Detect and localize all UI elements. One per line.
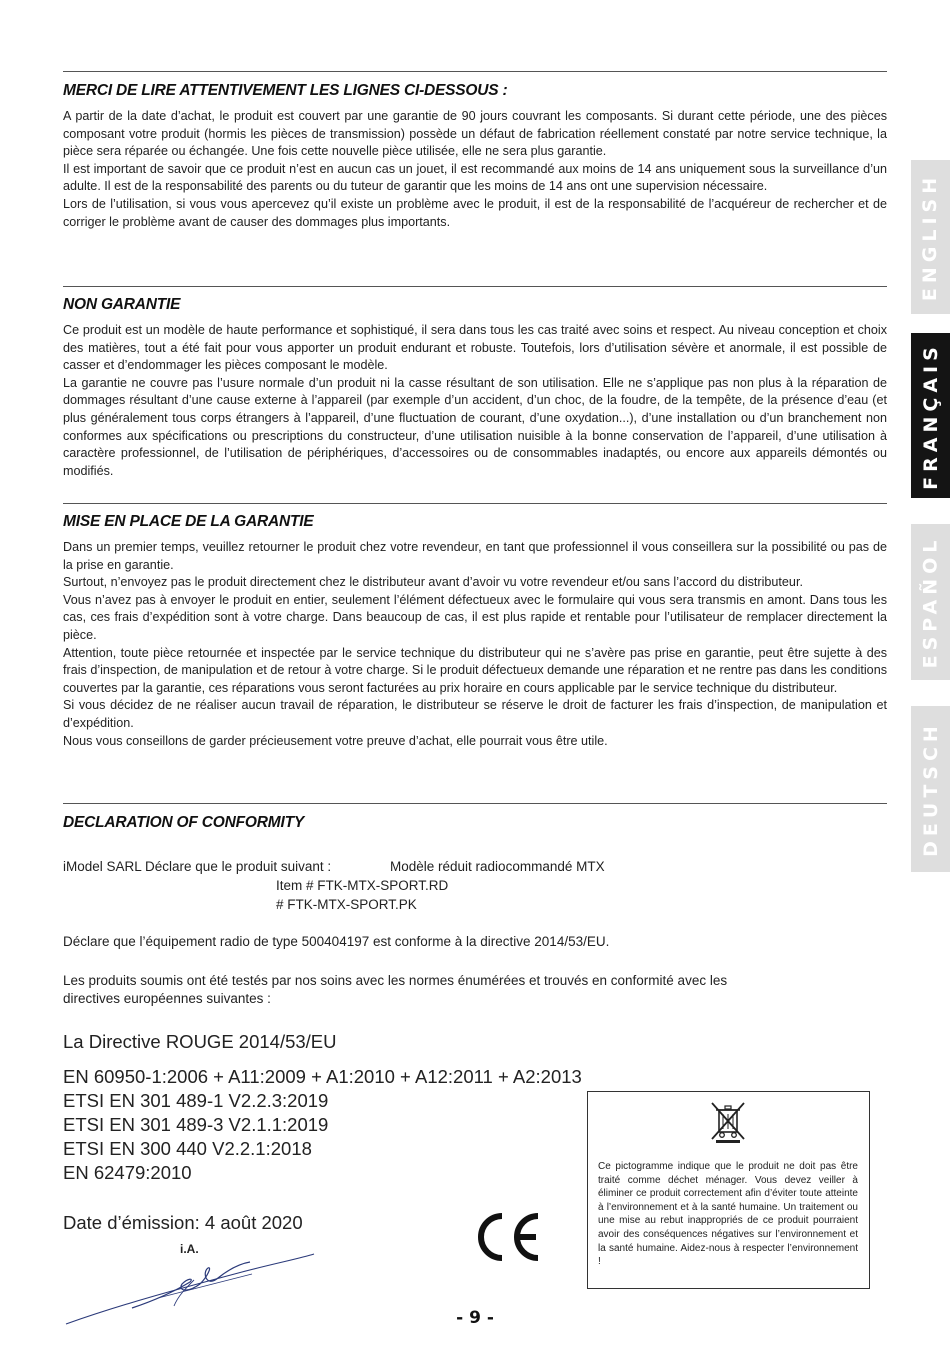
tested-statement-line2: directives européennes suivantes :: [63, 991, 271, 1006]
tab-english-label: ENGLISH: [919, 172, 942, 302]
section-body-warranty: [63, 108, 887, 231]
product-name: Modèle réduit radiocommandé MTX: [390, 859, 605, 874]
item-number-1: Item # FTK-MTX-SPORT.RD: [276, 878, 449, 893]
tab-francais-label: FRANÇAIS: [919, 341, 942, 490]
tab-deutsch-label: DEUTSCH: [919, 721, 942, 857]
tested-statement-line1: Les produits soumis ont été testés par nos soins avec les normes énumérées et trouvés en conformité avec les: [63, 973, 728, 988]
divider: [63, 803, 887, 804]
standard-line: EN 62479:2010: [63, 1162, 192, 1183]
tab-english: [911, 160, 950, 314]
tab-francais: [911, 333, 950, 498]
standard-line: ETSI EN 300 440 V2.2.1:2018: [63, 1138, 312, 1159]
section-title-warranty-process: MISE EN PLACE DE LA GARANTIE: [63, 513, 314, 530]
tab-espanol-label: ESPAÑOL: [919, 535, 942, 669]
paragraph: Il est important de savoir que ce produit n’est en aucun cas un jouet, il est recommandé aux moins de 14 ans uniquement sous la surveillance d’un adulte. Il est de la responsabilité des parents ou du tuteur de garantir que les moins de 14 ans ont une supervision nécessaire.: [63, 161, 887, 194]
paragraph: Surtout, n’envoyez pas le produit directement chez le distributeur avant d’avoir vu votre revendeur et/ou sans l’accord du distributeur.: [63, 575, 803, 590]
item-number-2: # FTK-MTX-SPORT.PK: [276, 897, 417, 912]
paragraph: Vous n’avez pas à envoyer le produit en entier, seulement l’élément défectueux avec le formulaire qui vous sera transmis en amont. Dans tous les cas, ces frais d’expédition sont à votre charge. Dans beaucoup de cas, il est plus rapide et rentable pour l’utilisateur de remplacer directement la pièce.: [63, 592, 887, 642]
section-title-non-warranty: NON GARANTIE: [63, 296, 181, 313]
directive-title: La Directive ROUGE 2014/53/EU: [63, 1031, 337, 1052]
section-body-warranty-process: [63, 539, 887, 750]
section-body-non-warranty: [63, 322, 887, 480]
paragraph: Nous vous conseillons de garder précieusement votre preuve d’achat, elle pourrait vous être utile.: [63, 733, 608, 748]
tab-espanol: [911, 524, 950, 680]
divider: [63, 71, 887, 72]
issue-date: Date d’émission: 4 août 2020: [63, 1212, 303, 1233]
divider: [63, 503, 887, 504]
ce-mark-icon: [472, 1209, 544, 1265]
paragraph: Si vous décidez de ne réaliser aucun travail de réparation, le distributeur se réserve le droit de facturer les frais d’inspection, de manipulation et d’expédition.: [63, 698, 887, 730]
page-number: - 9 -: [456, 1308, 494, 1328]
signatory-label: i.A.: [180, 1242, 199, 1256]
paragraph: A partir de la date d’achat, le produit est couvert par une garantie de 90 jours couvrant les composants. Si durant cette période, une des pièces composant votre produit (hormis les pièces de transmission) possède un défaut de fabrication réellement constaté par notre service technique, la pièce sera réparée ou échangée. Une fois cette nouvelle pièce utilisée, elle ne sera plus garantie.: [63, 109, 887, 159]
section-title-declaration: DECLARATION OF CONFORMITY: [63, 814, 304, 831]
declarant-text: iModel SARL Déclare que le produit suivant :: [63, 859, 332, 874]
paragraph: Lors de l’utilisation, si vous vous apercevez qu’il existe un problème avec le produit, il est de la responsabilité de l’acquéreur de rechercher et de corriger le problème avant de causer des dommages plus importants.: [63, 196, 887, 229]
standard-line: EN 60950-1:2006 + A11:2009 + A1:2010 + A12:2011 + A2:2013: [63, 1066, 582, 1087]
paragraph: Dans un premier temps, veuillez retourner le produit chez votre revendeur, en tant que professionnel il vous conseillera sur la possibilité ou pas de la prise en garantie.: [63, 540, 887, 572]
paragraph: La garantie ne couvre pas l’usure normale d’un produit ni la casse résultant de son utilisation. Elle ne s’applique pas non plus à la réparation de dommages résultant d’une cause externe à l’appareil (par exemple d’un accident, d’un choc, de la foudre, de la tempête, de la présence d’eau (et plus généralement tous corps étrangers à l’appareil, d’une fluctuation de courant, d’une oxydation...), d’une installation ou d’un branchement non conformes aux spécifications ou prescriptions du constructeur, d’une utilisation nuisible à la bonne conservation de l’appareil, d’une utilisation à caractère professionnel, de l’utilisation de périphériques, d’accessoires ou de consommables inadaptés, ou encore aux appareils démontés ou modifiés.: [63, 375, 887, 478]
standard-line: ETSI EN 301 489-3 V2.1.1:2019: [63, 1114, 329, 1135]
section-title-read-carefully: MERCI DE LIRE ATTENTIVEMENT LES LIGNES CI-DESSOUS :: [63, 82, 508, 99]
paragraph: Ce produit est un modèle de haute performance et sophistiqué, il sera dans tous les cas traité avec soins et respect. Au niveau conception et choix des matières, tout a été fait pour vous apporter un produit endurant et robuste. Toutefois, lors d’utilisation sévère et anormale, il est possible de casser et d’endommager les pièces composant le modèle.: [63, 323, 887, 373]
standard-line: ETSI EN 301 489-1 V2.2.3:2019: [63, 1090, 329, 1111]
tab-deutsch: [911, 706, 950, 872]
weee-notice-text: Ce pictogramme indique que le produit ne doit pas être traité comme déchet ménager. Vous devez veiller à éliminer ce produit correctement afin d’éviter toute atteinte à l’environnement et à la santé humaine. Un traitement ou une mise au rebut inappropriés de ce produit pourraient avoir des conséquences négatives sur l’environnement et la santé humaine. Aidez-nous à respecter l’environnement !: [598, 1161, 858, 1268]
paragraph: Attention, toute pièce retournée et inspectée par le service technique du distributeur qui ne s’avère pas prise en garantie, peut être sujette à des frais d’inspection, de manipulation et de retour à votre charge. Si le produit défectueux demande une réparation et ne rentre pas dans les conditions couvertes par la garantie, ces réparations vous seront facturées au prix horaire en cours applicable par le service technique du distributeur.: [63, 645, 887, 695]
radio-statement: Déclare que l’équipement radio de type 500404197 est conforme à la directive 2014/53/EU.: [63, 934, 610, 949]
divider: [63, 286, 887, 287]
crossed-out-bin-icon: [706, 1100, 750, 1144]
